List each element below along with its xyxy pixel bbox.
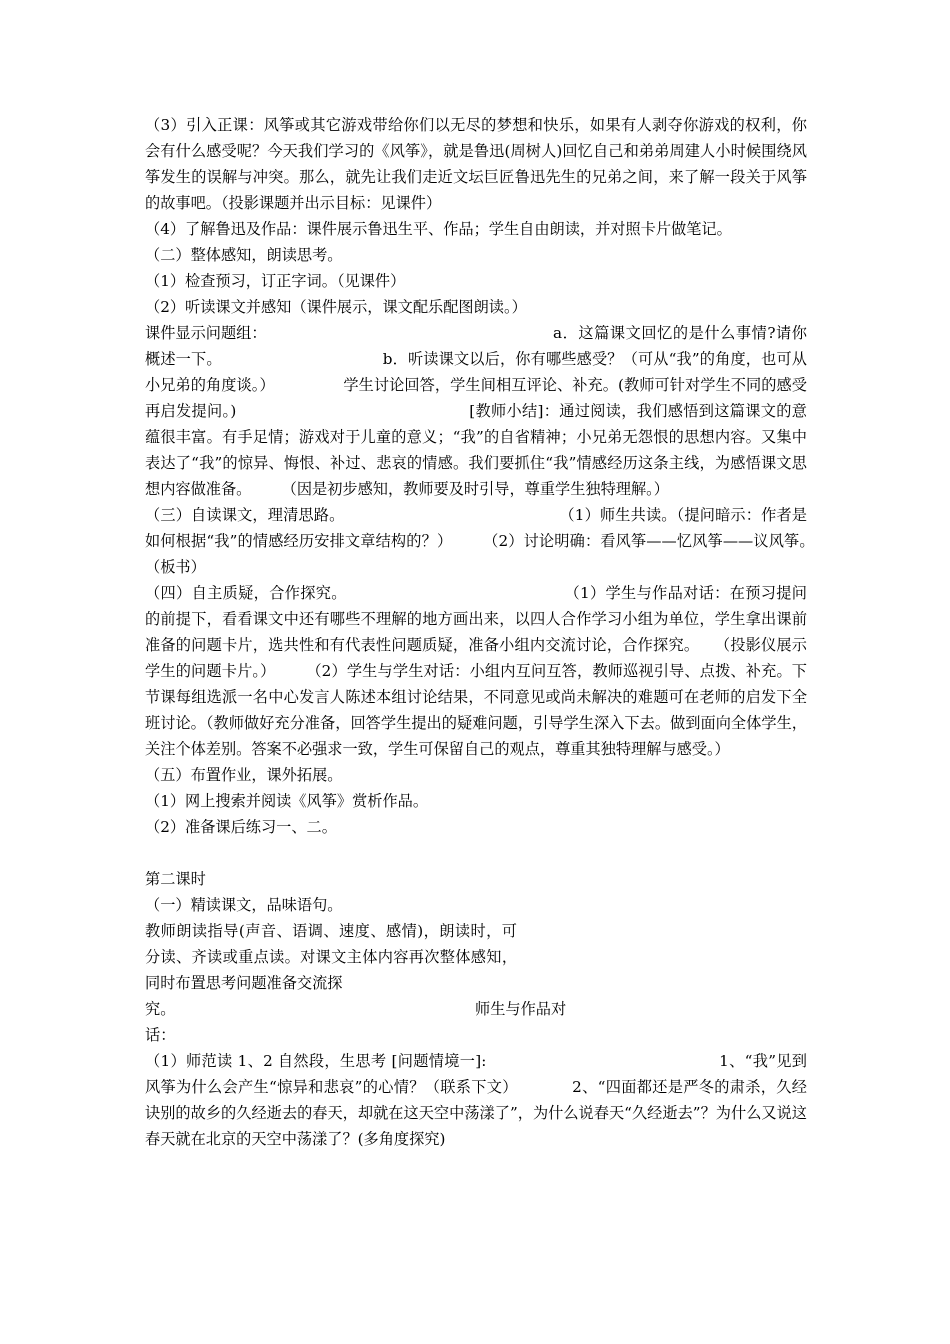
paragraph-question-group-label: 课件显示问题组： — [145, 324, 267, 342]
document-body — [145, 112, 823, 1152]
homework-2: （2）准备课后练习一、二。 — [145, 818, 337, 836]
homework-1: （1）网上搜索并阅读《风筝》赏析作品。 — [145, 792, 429, 810]
paragraph-question-group: a．这篇课文回忆的是什么事情?请你概述一下。 b．听读课文以后，你有哪些感受？（可从“我”的角度，也可从小兄弟的角度谈。） 学生讨论回答，学生间相互评论、补充。(教师可针对学生不同的感受再启发提问。) [教师小结]：通过阅读，我们感悟到这篇课文的意蕴很丰富。有手足情；游戏对于儿童的意义；“我”的自省精神；小兄弟无怨恨的思想内容。又集中表达了“我”的惊异、悔恨、补过、悲哀的情感。我们要抓住“我”情感经历这条主线，为感悟课文思想内容做准备。 （因是初步感知，教师要及时引导，尊重学生独特理解。） — [145, 324, 807, 498]
paragraph-lu-xun: （4）了解鲁迅及作品：课件展示鲁迅生平、作品；学生自由朗读，并对照卡片做笔记。 — [145, 220, 732, 238]
line-dialogue — [145, 996, 807, 1022]
blank-line — [145, 840, 807, 866]
paragraph-question-situation: （1）师范读 1、2 自然段，生思考 [问题情境一]: 1、“我”见到风筝为什么会产生“惊异和悲哀”的心情？（联系下文） 2、“四面都还是严冬的肃杀，久经诀别的故乡的久经逝去的春天，却就在这天空中荡漾了”，为什么说春天“久经逝去”？为什么又说这春天就在北京的天空中荡漾了？(多角度探究) — [145, 1052, 807, 1148]
section-heading-2: （二）整体感知，朗读思考。 — [145, 246, 343, 264]
section-heading-4: （四）自主质疑，合作探究。 （1）学生与作品对话：在预习提问的前提下，看看课文中还有哪些不理解的地方画出来，以四人合作学习小组为单位，学生拿出课前准备的问题卡片，选共性和有代表性问题质疑，准备小组内交流讨论，合作探究。 （投影仪展示学生的问题卡片。） （2）学生与学生对话：小组内互问互答，教师巡视引导、点拨、补充。下节课每组选派一名中心发言人陈述本组讨论结果，不同意见或尚未解决的难题可在老师的启发下全班讨论。（教师做好充分准备，回答学生提出的疑难问题，引导学生深入下去。做到面向全体学生，关注个体差别。答案不必强求一致，学生可保留自己的观点，尊重其独特理解与感受。） — [145, 584, 807, 758]
section-heading-3: （三）自读课文，理清思路。 （1）师生共读。（提问暗示：作者是如何根据“我”的情感经历安排文章结构的？） （2）讨论明确：看风筝——忆风筝——议风筝。 （板书） — [145, 506, 823, 576]
paragraph-preview: （1）检查预习，订正字词。（见课件） — [145, 272, 406, 290]
text-end: 究。 — [145, 1000, 176, 1018]
text-dialogue: 师生与作品对 — [475, 1000, 567, 1018]
lesson-two-heading-1: （一）精读课文，品味语句。 — [145, 896, 343, 914]
section-heading-5: （五）布置作业，课外拓展。 — [145, 766, 343, 784]
lesson-two-title: 第二课时 — [145, 870, 206, 888]
paragraph-intro: （3）引入正课：风筝或其它游戏带给你们以无尽的梦想和快乐，如果有人剥夺你游戏的权利，你会有什么感受呢？今天我们学习的《风筝》，就是鲁迅(周树人)回忆自己和弟弟周建人小时候围绕风筝发生的误解与冲突。那么，就先让我们走近文坛巨匠鲁迅先生的兄弟之间，来了解一段关于风筝的故事吧。（投影课题并出示目标：见课件） — [145, 116, 807, 212]
text-hua: 话： — [145, 1026, 176, 1044]
paragraph-reading-guide: 教师朗读指导(声音、语调、速度、感情)，朗读时，可分读、齐读或重点读。对课文主体内容再次整体感知，同时布置思考问题准备交流探 — [145, 922, 517, 992]
paragraph-listen: （2）听读课文并感知（课件展示，课文配乐配图朗读。） — [145, 298, 527, 316]
